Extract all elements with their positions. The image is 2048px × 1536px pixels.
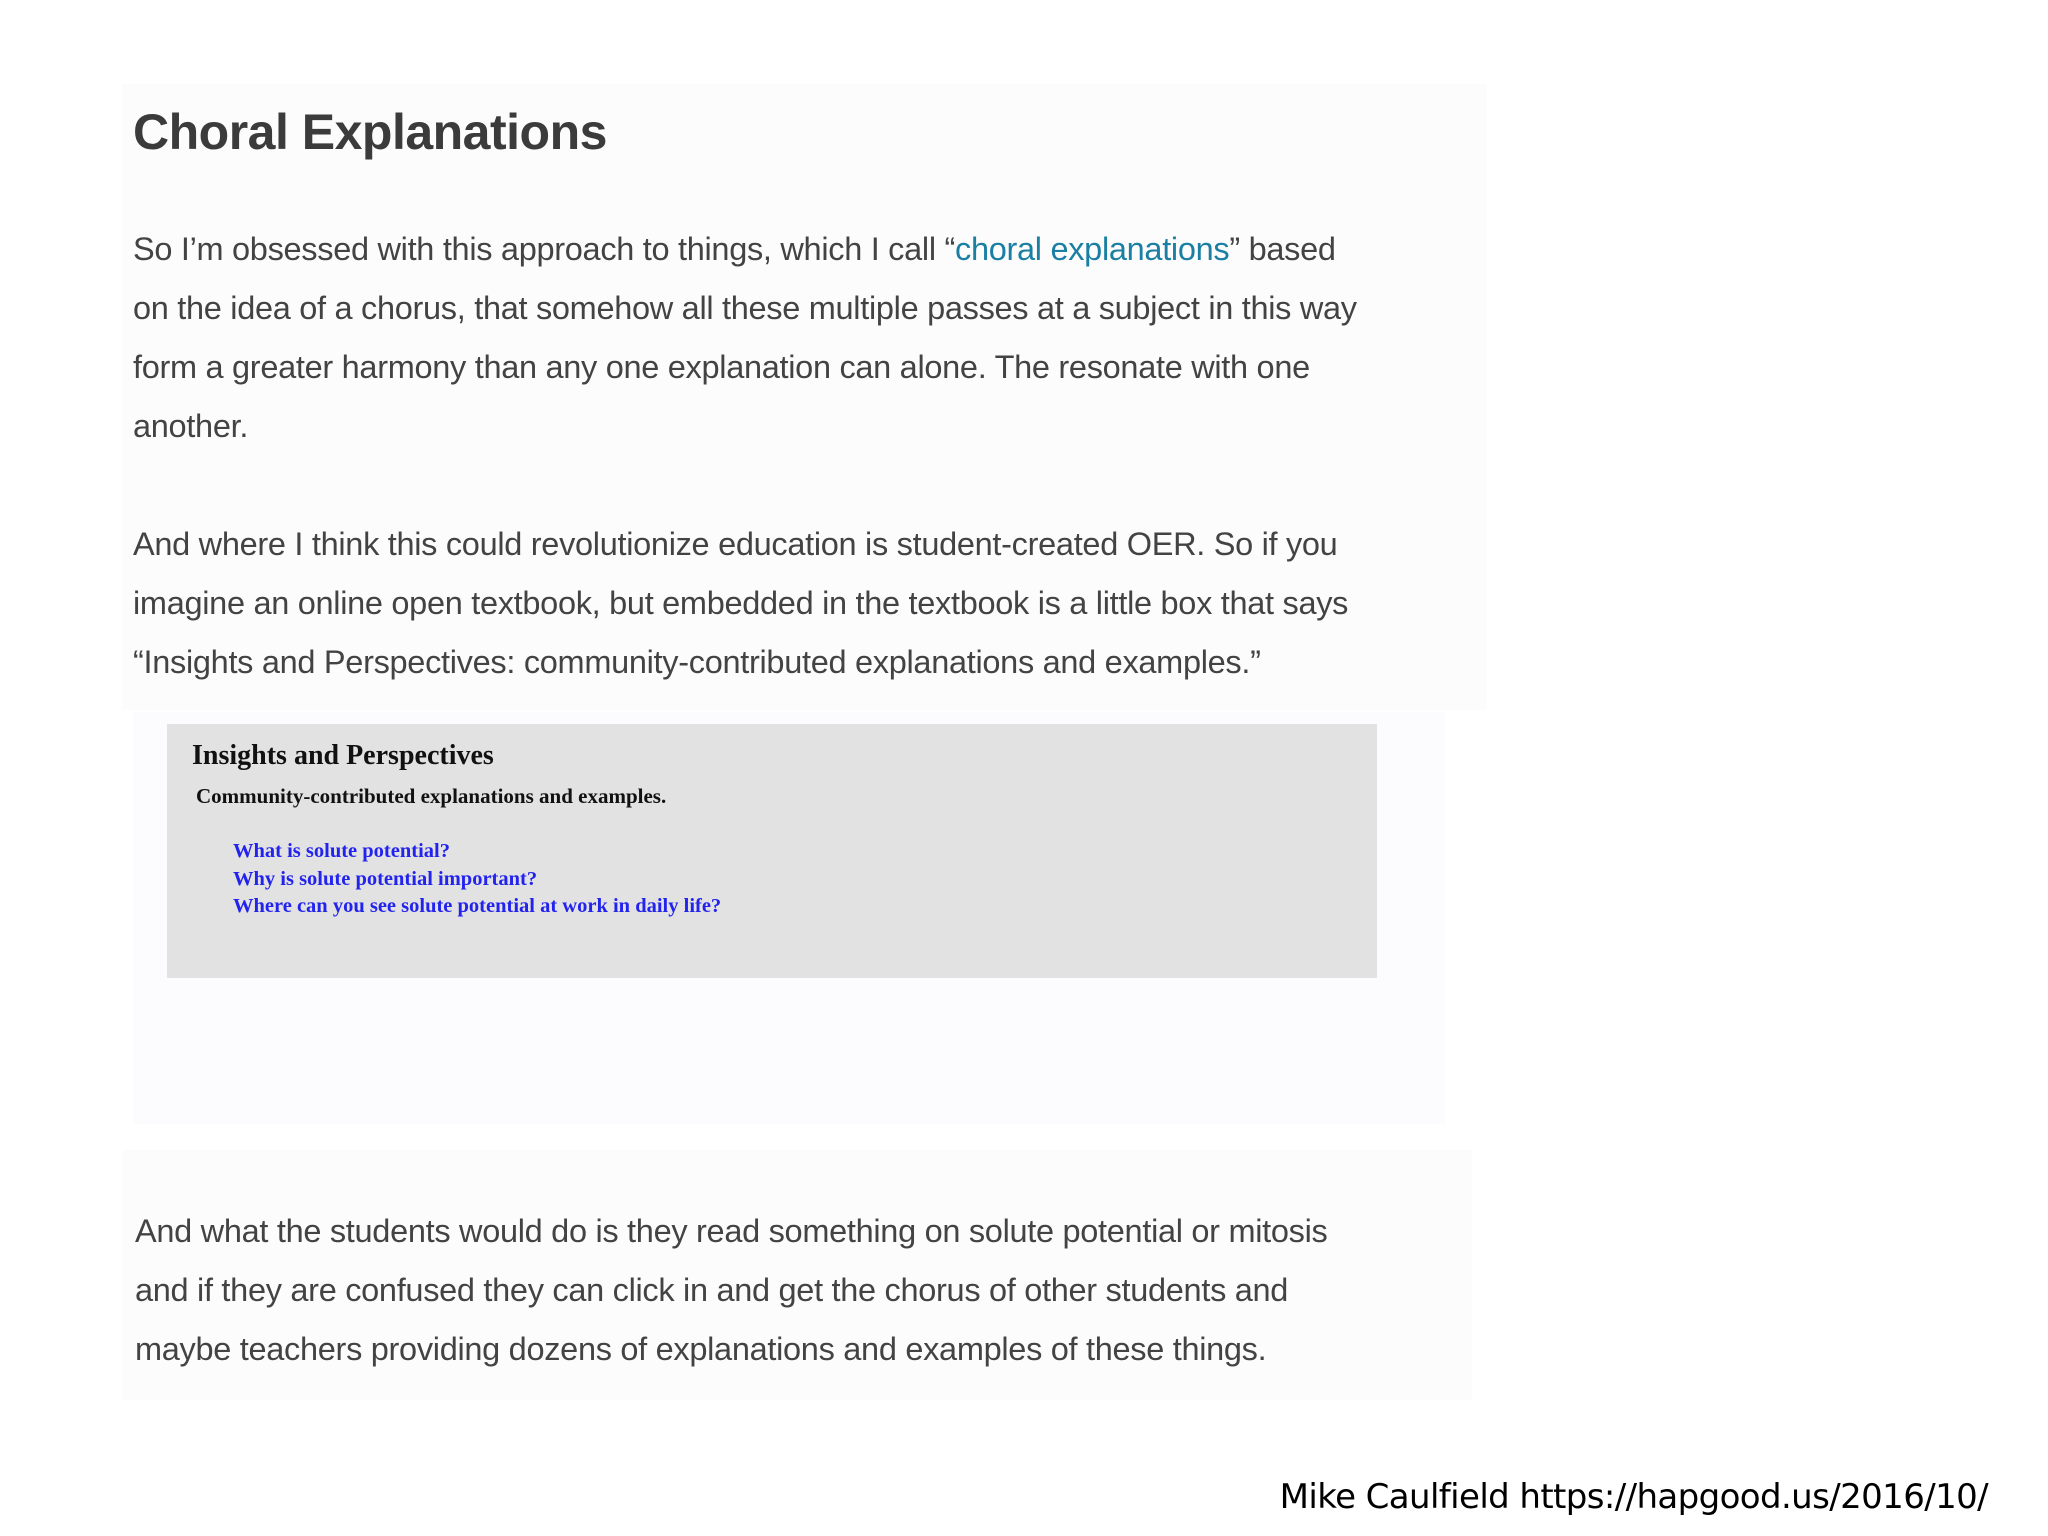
insights-link-why-important[interactable]: Why is solute potential important? [233, 867, 538, 890]
paragraph-3-line-3: maybe teachers providing dozens of explanations and examples of these things. [135, 1331, 1267, 1367]
attribution-caption: Mike Caulfield https://hapgood.us/2016/10/ [1279, 1477, 1988, 1517]
paragraph-1-text-before-link: So I’m obsessed with this approach to things, which I call “ [133, 231, 955, 267]
paragraph-2-line-1: And where I think this could revolutionize education is student-created OER. So if you [133, 526, 1338, 562]
paragraph-1-line-1 [133, 220, 1493, 279]
page-title: Choral Explanations [133, 104, 607, 160]
paragraph-2-line-2: imagine an online open textbook, but embedded in the textbook is a little box that says [133, 585, 1349, 621]
paragraph-3-line-2: and if they are confused they can click in and get the chorus of other students and [135, 1272, 1289, 1308]
paragraph-1-line-4: another. [133, 408, 249, 444]
insights-link-daily-life[interactable]: Where can you see solute potential at work in daily life? [233, 895, 722, 917]
insights-link-what-is-solute-potential[interactable]: What is solute potential? [233, 840, 450, 862]
paragraph-1 [133, 220, 1493, 456]
paragraph-1-line-2: on the idea of a chorus, that somehow all these multiple passes at a subject in this way [133, 290, 1357, 326]
paragraph-2-line-3: “Insights and Perspectives: community-contributed explanations and examples.” [133, 644, 1261, 680]
insights-box-subtitle: Community-contributed explanations and examples. [196, 784, 667, 808]
paragraph-1-text-after-link: ” based [1229, 231, 1336, 267]
paragraph-2 [133, 515, 1493, 692]
paragraph-1-line-3: form a greater harmony than any one explanation can alone. The resonate with one [133, 349, 1310, 385]
paragraph-3-line-1: And what the students would do is they read something on solute potential or mitosis [135, 1213, 1328, 1249]
paragraph-3 [135, 1202, 1495, 1379]
choral-explanations-link[interactable]: choral explanations [955, 231, 1230, 267]
insights-box-title: Insights and Perspectives [192, 740, 494, 771]
insights-link-list [233, 838, 721, 921]
insights-perspectives-box [167, 724, 1377, 978]
